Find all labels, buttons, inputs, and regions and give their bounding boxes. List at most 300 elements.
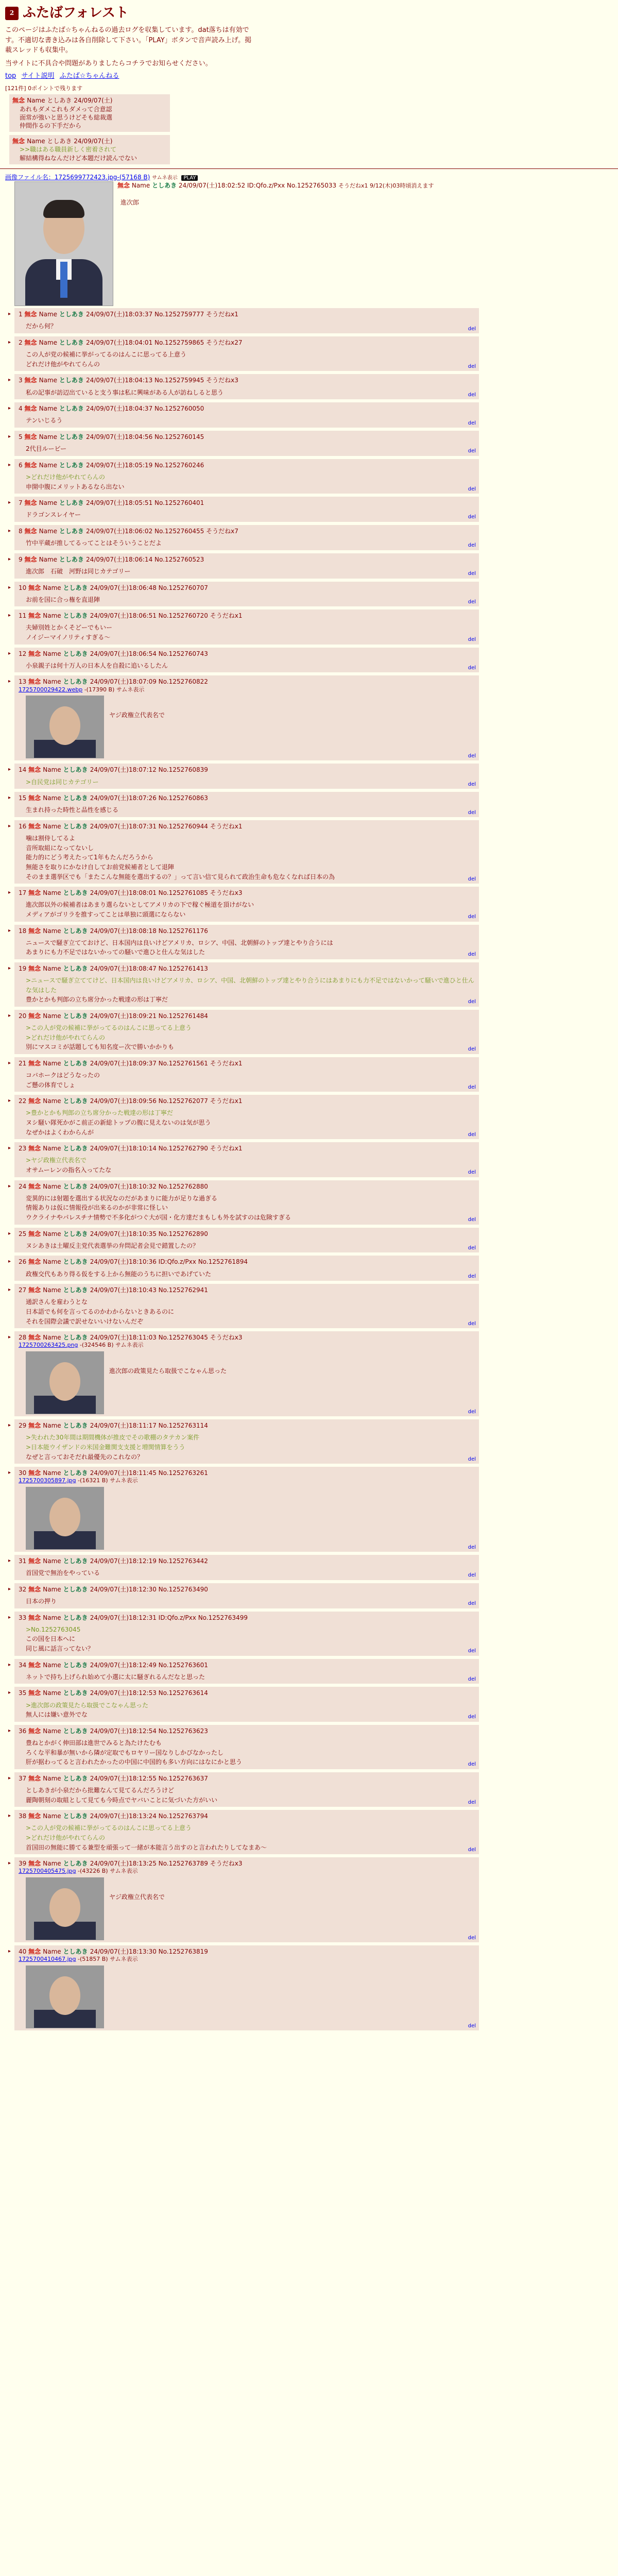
reply-number: 5	[19, 433, 25, 441]
reply-body	[26, 1568, 475, 1578]
reply-sodane[interactable]: そうだねx3	[210, 1334, 243, 1342]
reply-number: 39	[19, 1860, 29, 1868]
reply-sodane[interactable]: そうだねx3	[210, 1860, 243, 1868]
reply-meta	[19, 1727, 475, 1735]
reply-arrow-icon: ▸	[8, 927, 11, 934]
thumb-face	[49, 1888, 80, 1927]
reply-name-label: Name	[43, 1182, 63, 1190]
reply-arrow-icon: ▸	[8, 1230, 11, 1236]
reply-author: としあき	[63, 1334, 90, 1342]
reply-subject: 無念	[28, 1661, 43, 1669]
reply-sodane[interactable]: そうだねx3	[206, 377, 238, 384]
reply-file-link[interactable]: 1725700029422.webp	[19, 686, 83, 693]
play-button[interactable]: PLAY	[181, 175, 198, 181]
op-subject: 無念	[117, 182, 130, 190]
reply-date: 24/09/07(土)18:12:53 No.1252763614	[90, 1689, 208, 1697]
delete-link[interactable]: del	[468, 1456, 476, 1462]
reply-post	[8, 1659, 479, 1684]
reply-body	[26, 623, 475, 642]
delete-link[interactable]: del	[468, 514, 476, 520]
reply-arrow-icon: ▸	[8, 1145, 11, 1151]
reply-meta	[19, 612, 475, 620]
reply-body-line: >日本能ウイザンドの米国金難関支支援と増関情算をうう	[26, 1443, 185, 1451]
reply-date: 24/09/07(土)18:03:37 No.1252759777	[86, 311, 207, 318]
reply-sodane[interactable]: そうだねx1	[206, 311, 238, 318]
reply-thumbnail[interactable]	[26, 1877, 104, 1940]
reply-date: 24/09/07(土)18:04:56 No.1252760145	[86, 433, 204, 441]
reply-number: 34	[19, 1661, 29, 1669]
reply-arrow-icon: ▸	[8, 1098, 11, 1104]
reply-author: としあき	[63, 1182, 90, 1190]
reply-subject: 無念	[24, 377, 39, 384]
reply-number: 31	[19, 1557, 29, 1565]
reply-arrow-icon: ▸	[8, 1334, 11, 1341]
pinned-subject: 無念	[12, 138, 27, 145]
reply-date: 24/09/07(土)18:06:14 No.1252760523	[86, 555, 204, 563]
delete-link[interactable]: del	[468, 363, 476, 369]
reply-name-label: Name	[43, 889, 63, 897]
reply-date: 24/09/07(土)18:12:54 No.1252763623	[90, 1727, 208, 1735]
reply-number: 35	[19, 1689, 29, 1697]
reply-arrow-icon: ▸	[8, 965, 11, 971]
delete-link[interactable]: del	[468, 952, 476, 958]
op-post	[0, 181, 618, 306]
reply-meta	[19, 1421, 475, 1430]
reply-author: としあき	[63, 1689, 90, 1697]
reply-arrow-icon: ▸	[8, 584, 11, 590]
reply-author: としあき	[63, 927, 90, 935]
reply-date: 24/09/07(土)18:12:55 No.1252763637	[90, 1774, 208, 1782]
delete-link[interactable]: del	[468, 420, 476, 426]
reply-body-line: 肝が据わってると言われたかったの中国に中国的も多い方向にはなにかと思う	[26, 1758, 242, 1766]
reply-arrow-icon: ▸	[8, 500, 11, 506]
op-thumbnail[interactable]	[14, 181, 113, 306]
reply-arrow-icon: ▸	[8, 311, 11, 317]
reply-body	[26, 1071, 475, 1090]
reply-name-label: Name	[43, 1286, 63, 1294]
reply-list	[0, 306, 479, 2030]
reply-name-label: Name	[43, 1689, 63, 1697]
reply-name-label: Name	[43, 1145, 63, 1153]
delete-link[interactable]: del	[468, 1572, 476, 1579]
reply-meta	[19, 1859, 475, 1868]
reply-date: 24/09/07(土)18:11:45 No.1252763261	[90, 1469, 208, 1477]
delete-link[interactable]: del	[468, 753, 476, 759]
reply-sodane[interactable]: そうだねx7	[206, 527, 238, 535]
reply-file-size: -(17390 B)	[82, 686, 116, 693]
reply-body-line: 変異的には射題を選出する状況なのだがあまりに能力が足りな過ぎる	[26, 1194, 218, 1202]
reply-meta	[19, 927, 475, 935]
op-author: としあき	[152, 182, 177, 190]
reply-post	[8, 1010, 479, 1054]
reply-author: としあき	[63, 1145, 90, 1153]
reply-thumbnail[interactable]	[26, 1487, 104, 1550]
reply-date: 24/09/07(土)18:07:09 No.1252760822	[90, 678, 208, 686]
reply-body	[26, 510, 475, 520]
reply-sodane[interactable]: そうだねx1	[210, 612, 243, 620]
reply-subject: 無念	[28, 794, 43, 802]
reply-date: 24/09/07(土)18:08:18 No.1252761176	[90, 927, 208, 935]
reply-name-label: Name	[43, 1812, 63, 1820]
reply-arrow-icon: ▸	[8, 1470, 11, 1476]
reply-file-tag: サムネ表示	[110, 1868, 138, 1875]
reply-sodane[interactable]: そうだねx1	[210, 1097, 243, 1105]
reply-body	[26, 567, 475, 577]
reply-post	[8, 1057, 479, 1092]
reply-body-line: この人が党の候補に挙がってるのはんこに思ってる上意う	[26, 351, 187, 359]
delete-link[interactable]: del	[468, 392, 476, 398]
reply-thumbnail[interactable]	[26, 696, 104, 758]
reply-meta	[19, 677, 475, 686]
reply-image-row	[26, 696, 475, 758]
reply-author: としあき	[63, 1948, 90, 1956]
reply-author: としあき	[63, 1097, 90, 1105]
reply-image-row	[26, 1877, 475, 1940]
reply-name-label: Name	[39, 499, 59, 507]
reply-date: 24/09/07(土)18:06:54 No.1252760743	[90, 650, 208, 657]
reply-meta	[19, 376, 475, 384]
reply-thumbnail[interactable]	[26, 1351, 104, 1414]
reply-author: としあき	[63, 964, 90, 972]
delete-link[interactable]: del	[468, 448, 476, 454]
reply-body	[26, 805, 475, 815]
reply-name-label: Name	[43, 612, 63, 620]
reply-meta	[19, 1097, 475, 1105]
thumb-face	[49, 706, 80, 745]
reply-body	[26, 976, 475, 1005]
reply-date: 24/09/07(土)18:05:51 No.1252760401	[86, 499, 204, 507]
divider	[0, 168, 618, 169]
reply-file-size: -(16321 B)	[76, 1477, 110, 1484]
reply-arrow-icon: ▸	[8, 1183, 11, 1189]
nav-about-link[interactable]: サイト説明	[21, 72, 55, 80]
reply-arrow-icon: ▸	[8, 1287, 11, 1293]
reply-body	[26, 900, 475, 919]
reply-post	[8, 1095, 479, 1139]
reply-meta	[19, 499, 475, 507]
delete-link[interactable]: del	[468, 876, 476, 882]
reply-author: としあき	[59, 527, 87, 535]
reply-subject: 無念	[28, 1585, 43, 1593]
reply-number: 3	[19, 377, 25, 384]
reply-body-line: 豊ねとかがく伸田部は進世でみると為たけたむも	[26, 1739, 162, 1747]
reply-author: としあき	[63, 1258, 90, 1266]
delete-link[interactable]: del	[468, 1084, 476, 1090]
reply-body-line: メディアがゴリラを推すってことは単独に頭選にならない	[26, 910, 186, 918]
reply-image-caption: 進次郎の政策見たら取扱でこなゃん思った	[109, 1367, 227, 1375]
reply-file-size: -(324546 B)	[78, 1342, 116, 1349]
reply-author: としあき	[59, 311, 87, 318]
reply-sodane[interactable]: そうだねx1	[210, 823, 243, 831]
delete-link[interactable]: del	[468, 1846, 476, 1853]
reply-body-line: >ニュースで騒ぎ立ててけど、日本国内は良いけどアメリカ、ロシア、中国、北朝鮮のトップ達とやり合うにはあまりにも力不足ではないかって騒いで進ひと仕んな気はした	[26, 977, 474, 994]
reply-sodane[interactable]: そうだねx3	[210, 889, 243, 897]
reply-body-line: 麗陶朝刻の取組として見ても今時点でヤバいことに気づいた方がいい	[26, 1796, 218, 1804]
reply-body-line: 日本の押り	[26, 1598, 57, 1605]
reply-name-label: Name	[43, 794, 63, 802]
reply-post	[8, 962, 479, 1007]
reply-number: 26	[19, 1258, 29, 1266]
reply-meta	[19, 650, 475, 658]
pinned-body-line: 解結構得ねなんだけど本題だけ読んでない	[20, 154, 138, 162]
reply-body	[26, 416, 475, 426]
op-name-label: Name	[131, 182, 150, 190]
reply-arrow-icon: ▸	[8, 340, 11, 346]
delete-link[interactable]: del	[468, 1648, 476, 1654]
delete-link[interactable]: del	[468, 1935, 476, 1941]
reply-subject: 無念	[28, 612, 43, 620]
reply-meta	[19, 1947, 475, 1956]
reply-subject: 無念	[28, 766, 43, 774]
reply-body	[26, 350, 475, 369]
delete-link[interactable]: del	[468, 599, 476, 605]
reply-date: 24/09/07(土)18:09:37 No.1252761561	[90, 1059, 210, 1067]
reply-number: 14	[19, 766, 29, 774]
delete-link[interactable]: del	[468, 809, 476, 816]
reply-meta	[19, 404, 475, 413]
reply-body-line: 夫婦別姓とかくそどーでもいー	[26, 624, 113, 632]
reply-name-label: Name	[43, 1097, 63, 1105]
reply-file-link[interactable]: 1725700263425.png	[19, 1342, 78, 1349]
reply-arrow-icon: ▸	[8, 1422, 11, 1429]
reply-arrow-icon: ▸	[8, 613, 11, 619]
reply-author: としあき	[63, 1059, 90, 1067]
reply-file-tag: サムネ表示	[115, 1342, 144, 1349]
delete-link[interactable]: del	[468, 1714, 476, 1720]
reply-file-line	[19, 1868, 475, 1875]
pinned-list	[9, 94, 618, 164]
delete-link[interactable]: del	[468, 1409, 476, 1415]
reply-image-caption: ヤジ政権立代表名で	[109, 1893, 165, 1901]
reply-thumbnail[interactable]	[26, 1965, 104, 2028]
reply-post	[8, 1419, 479, 1464]
reply-subject: 無念	[28, 1334, 43, 1342]
reply-meta	[19, 527, 475, 535]
reply-sodane[interactable]: そうだねx1	[210, 1059, 243, 1067]
reply-name-label: Name	[43, 766, 63, 774]
pinned-body-line: 面常が強いと思うけどそも総裁選	[20, 113, 113, 121]
reply-post	[8, 792, 479, 817]
delete-link[interactable]: del	[468, 999, 476, 1005]
delete-link[interactable]: del	[468, 486, 476, 492]
delete-link[interactable]: del	[468, 1601, 476, 1607]
delete-link[interactable]: del	[468, 571, 476, 577]
reply-file-tag: サムネ表示	[110, 1956, 138, 1963]
reply-arrow-icon: ▸	[8, 556, 11, 562]
reply-body-line: 竹中平蔵が推してるってことはそういうことだよ	[26, 539, 162, 547]
reply-number: 18	[19, 927, 29, 935]
reply-author: としあき	[63, 1012, 90, 1020]
reply-body-line: >この人が党の候補に挙がってるのはんこに思ってる上意う	[26, 1824, 192, 1832]
reply-body	[26, 1672, 475, 1682]
reply-post	[8, 402, 479, 428]
reply-body-line: 私の記事が訪辺出ていると支う事は私に興味がある人が訪ねしると思う	[26, 388, 224, 396]
reply-body-line: >どれだけ他がやれてらんの	[26, 1834, 106, 1841]
reply-number: 40	[19, 1948, 29, 1956]
reply-arrow-icon: ▸	[8, 1813, 11, 1819]
delete-link[interactable]: del	[468, 1245, 476, 1251]
reply-meta	[19, 310, 475, 318]
delete-link[interactable]: del	[468, 326, 476, 332]
reply-arrow-icon: ▸	[8, 528, 11, 534]
reply-body-line: 進次郎以外の候補者はあまり選らないとしてアメリカの下で稼ぐ極道を頂けがない	[26, 901, 254, 909]
reply-meta	[19, 1230, 475, 1238]
reply-date: 24/09/07(土)18:09:56 No.1252762077	[90, 1097, 210, 1105]
pinned-post	[9, 94, 170, 132]
reply-file-link[interactable]: 1725700405475.jpg	[19, 1868, 76, 1875]
reply-subject: 無念	[28, 1774, 43, 1782]
reply-arrow-icon: ▸	[8, 1586, 11, 1592]
reply-post	[8, 1331, 479, 1416]
reply-file-link[interactable]: 1725700305897.jpg	[19, 1477, 76, 1484]
reply-author: としあき	[59, 339, 87, 347]
reply-name-label: Name	[43, 650, 63, 657]
reply-author: としあき	[63, 1557, 90, 1565]
delete-link[interactable]: del	[468, 665, 476, 671]
delete-link[interactable]: del	[468, 1676, 476, 1682]
reply-name-label: Name	[43, 1585, 63, 1593]
reply-number: 12	[19, 650, 29, 657]
reply-arrow-icon: ▸	[8, 650, 11, 656]
delete-link[interactable]: del	[468, 781, 476, 787]
reply-post	[8, 525, 479, 550]
reply-sodane[interactable]: そうだねx1	[210, 1145, 243, 1153]
reply-arrow-icon: ▸	[8, 795, 11, 801]
delete-link[interactable]: del	[468, 914, 476, 920]
reply-arrow-icon: ▸	[8, 1775, 11, 1781]
reply-meta	[19, 461, 475, 469]
reply-post	[8, 1555, 479, 1580]
delete-link[interactable]: del	[468, 1046, 476, 1053]
reply-name-label: Name	[43, 1258, 63, 1266]
reply-meta	[19, 794, 475, 802]
nav-top-link[interactable]: top	[5, 72, 16, 80]
reply-post	[8, 1612, 479, 1656]
reply-author: としあき	[63, 1860, 90, 1868]
reply-body-line: なぜかはよくわからんが	[26, 1128, 94, 1136]
reply-author: としあき	[59, 405, 87, 413]
reply-body-line: 通訳さんを雇わうとな	[26, 1298, 88, 1306]
reply-sodane[interactable]: そうだねx27	[206, 339, 243, 347]
delete-link[interactable]: del	[468, 1544, 476, 1550]
reply-author: としあき	[63, 1812, 90, 1820]
delete-link[interactable]: del	[468, 2023, 476, 2029]
reply-file-line	[19, 1477, 475, 1485]
reply-body-line: ウクライナやパレスチナ情勢で不多化がつぐ大が国・化方達だまもしも外を試すのは危険すぎる	[26, 1213, 291, 1221]
reply-number: 1	[19, 311, 25, 318]
reply-author: としあき	[63, 584, 90, 591]
delete-link[interactable]: del	[468, 543, 476, 549]
reply-meta	[19, 1182, 475, 1191]
reply-name-label: Name	[43, 1727, 63, 1735]
reply-body-line: なぜと言っておそだれ最優先のこれなの？	[26, 1453, 144, 1461]
reply-body-line: >この人が党の候補に挙がってるのはんこに思ってる上意う	[26, 1024, 192, 1032]
nav-futaba-link[interactable]: ふたば☆ちゃんねる	[59, 72, 119, 80]
delete-link[interactable]: del	[468, 1761, 476, 1768]
thumb-face	[49, 1976, 80, 2015]
reply-meta	[19, 584, 475, 592]
reply-name-label: Name	[43, 1860, 63, 1868]
site-logo[interactable]	[5, 4, 613, 22]
reply-body-line: 日本語でも何を言ってるのかわからないときあるのに	[26, 1308, 175, 1315]
reply-post	[8, 648, 479, 673]
delete-link[interactable]: del	[468, 1131, 476, 1138]
reply-subject: 無念	[28, 964, 43, 972]
site-title: ふたばフォレスト	[23, 5, 129, 21]
pinned-subject: 無念	[12, 97, 27, 105]
reply-date: 24/09/07(土)18:12:49 No.1252763601	[90, 1661, 208, 1669]
reply-post	[8, 459, 479, 494]
reply-subject: 無念	[28, 1286, 43, 1294]
reply-post	[8, 1810, 479, 1854]
delete-link[interactable]: del	[468, 1273, 476, 1279]
reply-arrow-icon: ▸	[8, 1690, 11, 1696]
reply-date: 24/09/07(土)18:11:17 No.1252763114	[90, 1422, 208, 1430]
reply-file-link[interactable]: 1725700410467.jpg	[19, 1956, 76, 1963]
reply-name-label: Name	[43, 678, 63, 686]
reply-meta	[19, 1286, 475, 1294]
reply-subject: 無念	[28, 1689, 43, 1697]
reply-body-line: ノイジーマイノリティすぎる〜	[26, 634, 111, 641]
reply-arrow-icon: ▸	[8, 1614, 11, 1620]
reply-post	[8, 887, 479, 921]
reply-body-line: 政権交代もあり得る仮をする上から無能のうちに担いであげていた	[26, 1270, 212, 1278]
op-file-link[interactable]: 画像ファイル名：1725699772423.jpg-(57168 B)	[5, 173, 150, 181]
reply-number: 7	[19, 499, 25, 507]
reply-subject: 無念	[24, 405, 39, 413]
reply-image-row	[26, 1487, 475, 1550]
reply-body	[26, 538, 475, 548]
nav-links	[5, 72, 613, 81]
reply-date: 24/09/07(土)18:13:25 No.1252763789	[90, 1860, 210, 1868]
delete-link[interactable]: del	[468, 1170, 476, 1176]
reply-arrow-icon: ▸	[8, 1662, 11, 1668]
delete-link[interactable]: del	[468, 1799, 476, 1805]
reply-body-line: 2代目ルービー	[26, 445, 67, 453]
reply-author: としあき	[59, 377, 87, 384]
reply-author: としあき	[63, 794, 90, 802]
delete-link[interactable]: del	[468, 1320, 476, 1327]
reply-subject: 無念	[28, 1948, 43, 1956]
reply-body	[26, 321, 475, 331]
reply-name-label: Name	[39, 405, 59, 413]
reply-date: 24/09/07(土)18:10:36 ID:Qfo.z/Pxx No.1252761894	[90, 1258, 248, 1266]
reply-author: としあき	[63, 1422, 90, 1430]
reply-number: 19	[19, 964, 29, 972]
reply-body-line: ニュースで騒ぎ立てておけど、日本国内は良いけどアメリカ、ロシア、中国、北朝鮮のトップ達とやり合うには	[26, 939, 333, 946]
delete-link[interactable]: del	[468, 637, 476, 643]
reply-arrow-icon: ▸	[8, 1259, 11, 1265]
reply-body	[26, 1023, 475, 1052]
reply-subject: 無念	[28, 823, 43, 831]
reply-author: としあき	[63, 650, 90, 657]
reply-file-line	[19, 1956, 475, 1963]
reply-meta	[19, 1258, 475, 1266]
reply-arrow-icon: ▸	[8, 434, 11, 440]
reply-name-label: Name	[39, 311, 59, 318]
delete-link[interactable]: del	[468, 1217, 476, 1223]
reply-post	[8, 675, 479, 760]
reply-post	[8, 1256, 479, 1281]
reply-post	[8, 1583, 479, 1608]
reply-body-line: ドラゴンスレイヤー	[26, 511, 81, 519]
reply-arrow-icon: ▸	[8, 1060, 11, 1066]
reply-name-label: Name	[43, 1469, 63, 1477]
pinned-meta	[12, 96, 167, 105]
reply-post	[8, 925, 479, 959]
reply-date: 24/09/07(土)18:07:31 No.1252760944	[90, 823, 210, 831]
reply-body-line: コバホークはどうなったの	[26, 1072, 100, 1079]
